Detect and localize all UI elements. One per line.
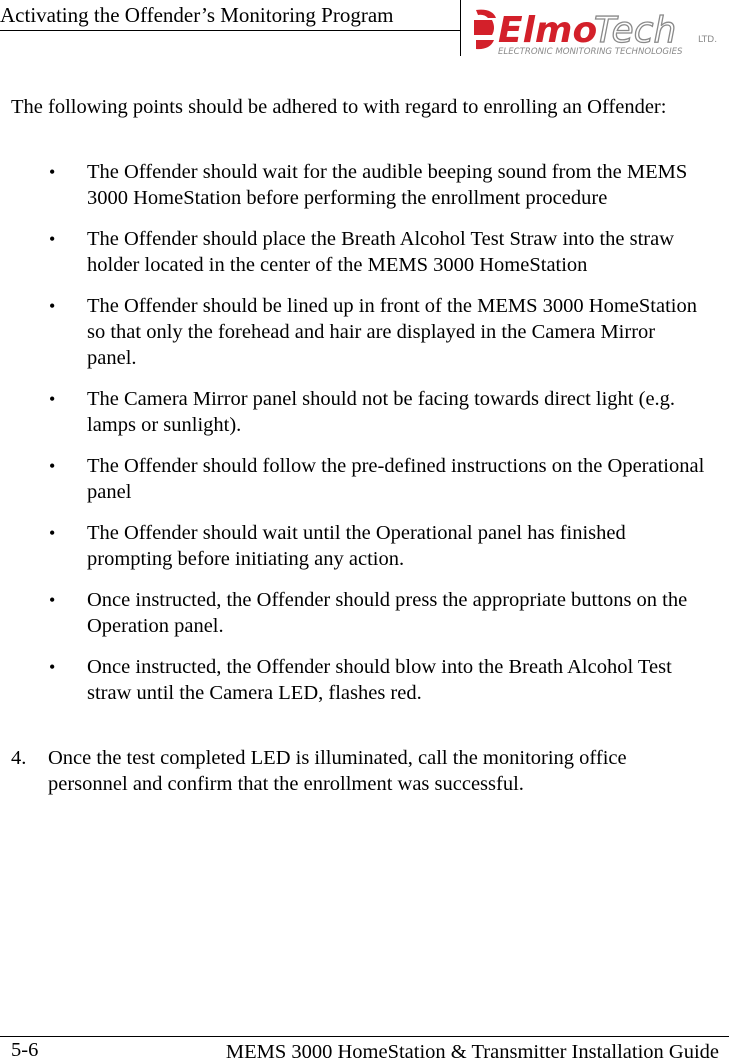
header-title: Activating the Offender’s Monitoring Program — [0, 3, 394, 27]
list-item-text: The Offender should wait for the audible beeping sound from the MEMS 3000 HomeStation before performing the enrollment procedure — [87, 161, 688, 209]
numbered-step — [0, 745, 729, 797]
footer-rule — [0, 1036, 729, 1037]
bullet-icon: • — [49, 229, 56, 249]
logo-mark-icon — [474, 10, 496, 49]
bullet-icon: • — [49, 162, 56, 182]
header-rule — [0, 30, 461, 31]
enrollment-guidelines-list — [0, 159, 729, 721]
bullet-icon: • — [49, 523, 56, 543]
list-item — [0, 587, 707, 639]
step-text: Once the test completed LED is illuminated, call the monitoring office personnel and confirm that the enrollment was successful. — [48, 747, 627, 795]
list-item — [0, 654, 707, 706]
list-item-text: Once instructed, the Offender should blow into the Breath Alcohol Test straw until the Camera LED, flashes red. — [87, 656, 672, 704]
list-item — [0, 520, 707, 572]
bullet-icon: • — [49, 456, 56, 476]
bullet-icon: • — [49, 389, 56, 409]
logo-tagline: ELECTRONIC MONITORING TECHNOLOGIES — [498, 47, 683, 57]
bullet-icon: • — [49, 296, 56, 316]
logo-ltd: LTD. — [698, 35, 718, 45]
list-item-text: The Offender should be lined up in front of the MEMS 3000 HomeStation so that only the forehead and hair are displayed in the Camera Mirror panel. — [87, 295, 697, 369]
logo-tech: Tech — [594, 10, 677, 51]
list-item-text: The Offender should wait until the Operational panel has finished prompting before initiating any action. — [87, 522, 626, 570]
list-item-text: The Offender should follow the pre-defined instructions on the Operational panel — [87, 455, 705, 503]
logo-elmo: Elmo — [498, 10, 598, 51]
step-number: 4. — [11, 747, 27, 769]
footer-title: MEMS 3000 HomeStation & Transmitter Installation Guide — [225, 1041, 719, 1063]
list-item — [0, 293, 707, 371]
list-item — [0, 453, 707, 505]
header-divider — [460, 0, 461, 56]
bullet-icon: • — [49, 657, 56, 677]
list-item-text: Once instructed, the Offender should press the appropriate buttons on the Operation panel. — [87, 589, 688, 637]
list-item-text: The Offender should place the Breath Alcohol Test Straw into the straw holder located in the center of the MEMS 3000 HomeStation — [87, 228, 675, 276]
elmotech-logo — [470, 2, 728, 58]
list-item — [0, 226, 707, 278]
bullet-icon: • — [49, 590, 56, 610]
list-item — [0, 159, 707, 211]
page-number: 5-6 — [11, 1039, 39, 1061]
list-item-text: The Camera Mirror panel should not be facing towards direct light (e.g. lamps or sunlight). — [87, 388, 676, 436]
list-item — [0, 386, 707, 438]
intro-paragraph: The following points should be adhered to with regard to enrolling an Offender: — [11, 96, 667, 118]
